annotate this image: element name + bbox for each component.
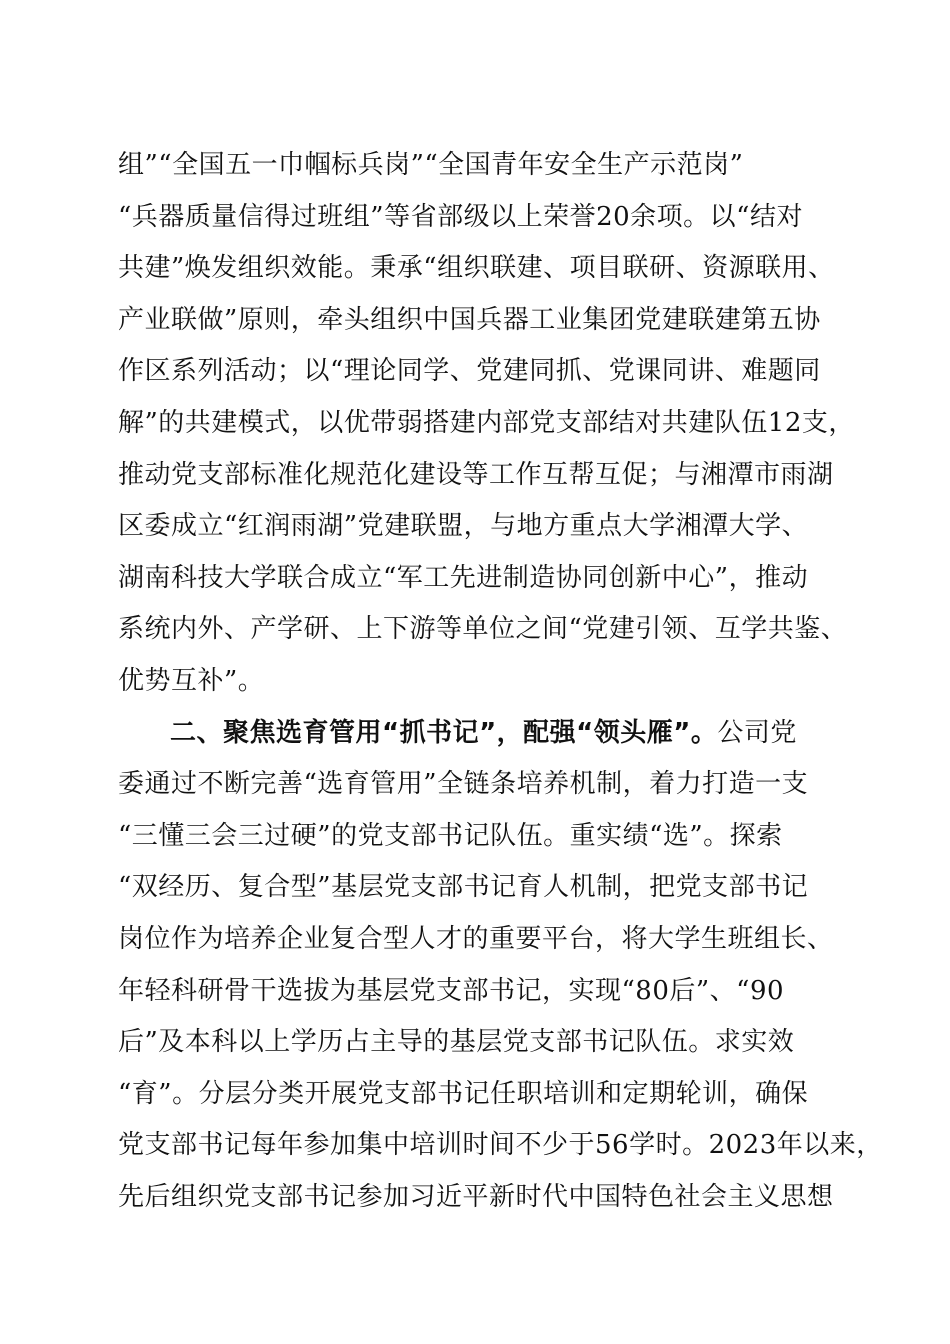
- text-line: 系统内外、产学研、上下游等单位之间“党建引领、互学共鉴、: [118, 614, 848, 645]
- text-line: “三懂三会三过硬”的党支部书记队伍。重实绩“选”。探索: [118, 820, 783, 851]
- text-line: 共建”焕发组织效能。秉承“组织联建、项目联研、资源联用、: [118, 253, 835, 284]
- text-line: 优势互补”。: [118, 665, 265, 696]
- text-line: 推动党支部标准化规范化建设等工作互帮互促；与湘潭市雨湖: [118, 459, 834, 490]
- section-heading-line: [118, 708, 838, 760]
- text-line: 解”的共建模式，以优带弱搭建内部党支部结对共建队伍12支，: [118, 407, 855, 438]
- text-line: “育”。分层分类开展党支部书记任职培训和定期轮训，确保: [118, 1078, 809, 1109]
- text-line: 作区系列活动；以“理论同学、党建同抓、党课同讲、难题同: [118, 356, 821, 387]
- section-heading: 二、聚焦选育管用“抓书记”，配强“领头雁”。: [170, 717, 718, 748]
- text-line: 区委成立“红润雨湖”党建联盟，与地方重点大学湘潭大学、: [118, 511, 809, 542]
- text-line: “兵器质量信得过班组”等省部级以上荣誉20余项。以“结对: [118, 201, 803, 232]
- text-line: 组”“全国五一巾帼标兵岗”“全国青年安全生产示范岗”: [118, 150, 744, 180]
- text-line: 年轻科研骨干选拔为基层党支部书记，实现“80后”、“90: [118, 975, 785, 1006]
- text-line: 委通过不断完善“选育管用”全链条培养机制，着力打造一支: [118, 769, 809, 800]
- section-heading-rest: 公司党: [717, 717, 797, 748]
- text-line: 后”及本科以上学历占主导的基层党支部书记队伍。求实效: [118, 1027, 795, 1058]
- text-line: 湖南科技大学联合成立“军工先进制造协同创新中心”，推动: [118, 562, 809, 593]
- text-line: 党支部书记每年参加集中培训时间不少于56学时。2023年以来，: [118, 1130, 883, 1161]
- text-line: 产业联做”原则，牵头组织中国兵器工业集团党建联建第五协: [118, 304, 821, 335]
- text-line: 先后组织党支部书记参加习近平新时代中国特色社会主义思想: [118, 1181, 834, 1212]
- text-line: 岗位作为培养企业复合型人才的重要平台，将大学生班组长、: [118, 923, 834, 954]
- text-line: “双经历、复合型”基层党支部书记育人机制，把党支部书记: [118, 872, 809, 903]
- body-text: [118, 140, 883, 1223]
